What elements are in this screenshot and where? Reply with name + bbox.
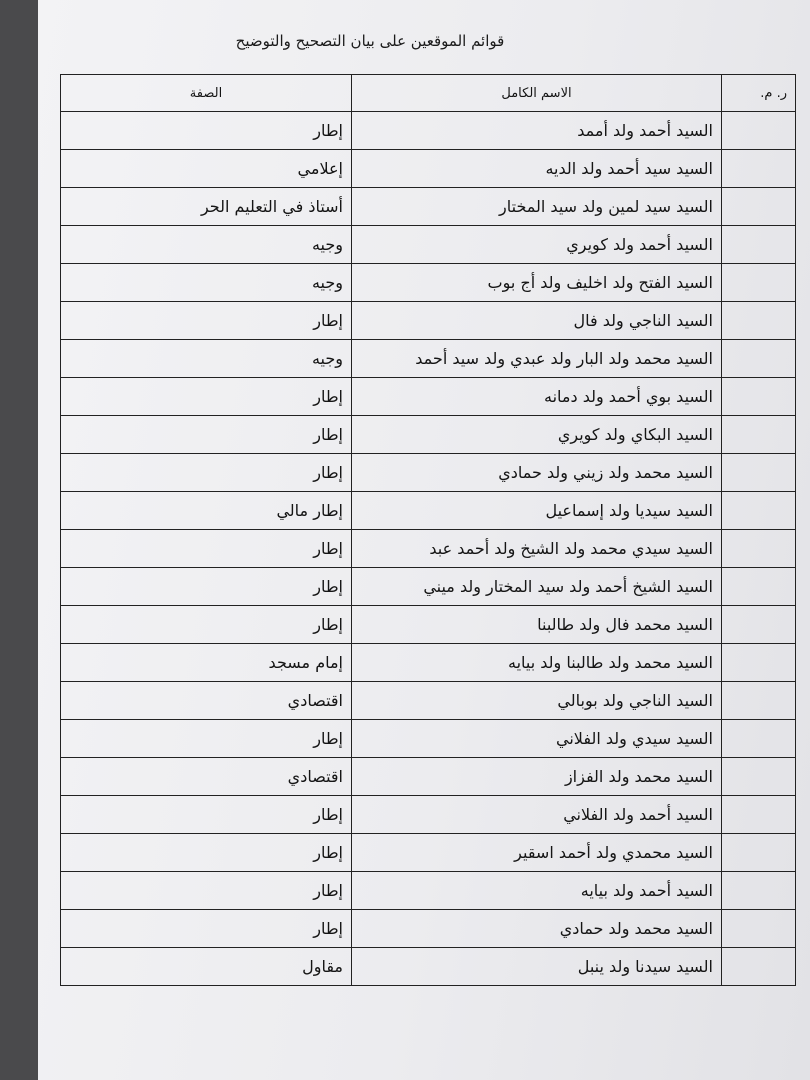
signer-name-cell: السيد البكاي ولد كويري	[352, 416, 722, 454]
signer-role-cell: إمام مسجد	[61, 644, 352, 682]
table-row	[61, 720, 796, 758]
table-row	[61, 530, 796, 568]
row-number-cell	[722, 682, 796, 720]
table-header-row	[61, 75, 796, 112]
row-number-cell	[722, 568, 796, 606]
signer-name-cell: السيد أحمد ولد أممد	[352, 112, 722, 150]
signer-role-cell: إطار	[61, 530, 352, 568]
table-row	[61, 910, 796, 948]
signer-name-cell: السيد محمدي ولد أحمد اسقير	[352, 834, 722, 872]
table-row	[61, 606, 796, 644]
signer-role-cell: إطار مالي	[61, 492, 352, 530]
row-number-cell	[722, 644, 796, 682]
signer-name-cell: السيد الناجي ولد بوبالي	[352, 682, 722, 720]
signer-name-cell: السيد أحمد ولد كويري	[352, 226, 722, 264]
signer-name-cell: السيد أحمد ولد الفلاني	[352, 796, 722, 834]
table-row	[61, 150, 796, 188]
row-number-cell	[722, 834, 796, 872]
table-row	[61, 302, 796, 340]
signer-role-cell: إطار	[61, 112, 352, 150]
row-number-cell	[722, 758, 796, 796]
table-row	[61, 454, 796, 492]
signer-role-cell: إطار	[61, 834, 352, 872]
signer-role-cell: وجيه	[61, 264, 352, 302]
table-row	[61, 796, 796, 834]
table-row	[61, 340, 796, 378]
row-number-cell	[722, 150, 796, 188]
signer-role-cell: إطار	[61, 302, 352, 340]
table-row	[61, 644, 796, 682]
row-number-cell	[722, 530, 796, 568]
signer-name-cell: السيد الفتح ولد اخليف ولد أج بوب	[352, 264, 722, 302]
signer-role-cell: مقاول	[61, 948, 352, 986]
row-number-cell	[722, 948, 796, 986]
signer-role-cell: اقتصادي	[61, 682, 352, 720]
signer-role-cell: إطار	[61, 568, 352, 606]
row-number-cell	[722, 112, 796, 150]
signer-name-cell: السيد محمد ولد الفزاز	[352, 758, 722, 796]
signer-role-cell: إعلامي	[61, 150, 352, 188]
signer-name-cell: السيد أحمد ولد بيايه	[352, 872, 722, 910]
signer-role-cell: اقتصادي	[61, 758, 352, 796]
table-row	[61, 872, 796, 910]
signer-role-cell: وجيه	[61, 226, 352, 264]
signer-role-cell: أستاذ في التعليم الحر	[61, 188, 352, 226]
table-row	[61, 568, 796, 606]
signer-role-cell: وجيه	[61, 340, 352, 378]
signer-role-cell: إطار	[61, 796, 352, 834]
signer-role-cell: إطار	[61, 454, 352, 492]
table-row	[61, 416, 796, 454]
signer-name-cell: السيد محمد فال ولد طالبنا	[352, 606, 722, 644]
row-number-cell	[722, 606, 796, 644]
signer-name-cell: السيد الشيخ أحمد ولد سيد المختار ولد ميني	[352, 568, 722, 606]
row-number-cell	[722, 454, 796, 492]
row-number-cell	[722, 264, 796, 302]
row-number-cell	[722, 188, 796, 226]
header-number: ر. م.	[722, 75, 796, 112]
signer-role-cell: إطار	[61, 606, 352, 644]
signer-name-cell: السيد محمد ولد طالبنا ولد بيايه	[352, 644, 722, 682]
page-title: قوائم الموقعين على بيان التصحيح والتوضيح	[235, 32, 505, 50]
signer-name-cell: السيد بوي أحمد ولد دمانه	[352, 378, 722, 416]
signer-role-cell: إطار	[61, 378, 352, 416]
signer-name-cell: السيد سيديا ولد إسماعيل	[352, 492, 722, 530]
table-row	[61, 188, 796, 226]
table-row	[61, 378, 796, 416]
row-number-cell	[722, 720, 796, 758]
signer-role-cell: إطار	[61, 872, 352, 910]
signer-name-cell: السيد محمد ولد البار ولد عبدي ولد سيد أحمد	[352, 340, 722, 378]
row-number-cell	[722, 416, 796, 454]
table-body	[61, 112, 796, 986]
row-number-cell	[722, 226, 796, 264]
signer-name-cell: السيد سيد أحمد ولد الديه	[352, 150, 722, 188]
signer-name-cell: السيد الناجي ولد فال	[352, 302, 722, 340]
table-row	[61, 264, 796, 302]
signer-role-cell: إطار	[61, 720, 352, 758]
row-number-cell	[722, 796, 796, 834]
table-row	[61, 226, 796, 264]
row-number-cell	[722, 492, 796, 530]
table-row	[61, 112, 796, 150]
header-full-name: الاسم الكامل	[352, 75, 722, 112]
signer-role-cell: إطار	[61, 910, 352, 948]
row-number-cell	[722, 340, 796, 378]
table-row	[61, 948, 796, 986]
signer-name-cell: السيد محمد ولد حمادي	[352, 910, 722, 948]
table-row	[61, 682, 796, 720]
table-row	[61, 492, 796, 530]
row-number-cell	[722, 302, 796, 340]
signer-name-cell: السيد سيدي محمد ولد الشيخ ولد أحمد عبد	[352, 530, 722, 568]
signer-name-cell: السيد سيدي ولد الفلاني	[352, 720, 722, 758]
table-row	[61, 758, 796, 796]
row-number-cell	[722, 378, 796, 416]
row-number-cell	[722, 872, 796, 910]
signers-table	[60, 74, 796, 986]
header-role: الصفة	[61, 75, 352, 112]
signer-name-cell: السيد محمد ولد زيني ولد حمادي	[352, 454, 722, 492]
signer-name-cell: السيد سيد لمين ولد سيد المختار	[352, 188, 722, 226]
row-number-cell	[722, 910, 796, 948]
signer-name-cell: السيد سيدنا ولد ينبل	[352, 948, 722, 986]
signer-role-cell: إطار	[61, 416, 352, 454]
table-row	[61, 834, 796, 872]
